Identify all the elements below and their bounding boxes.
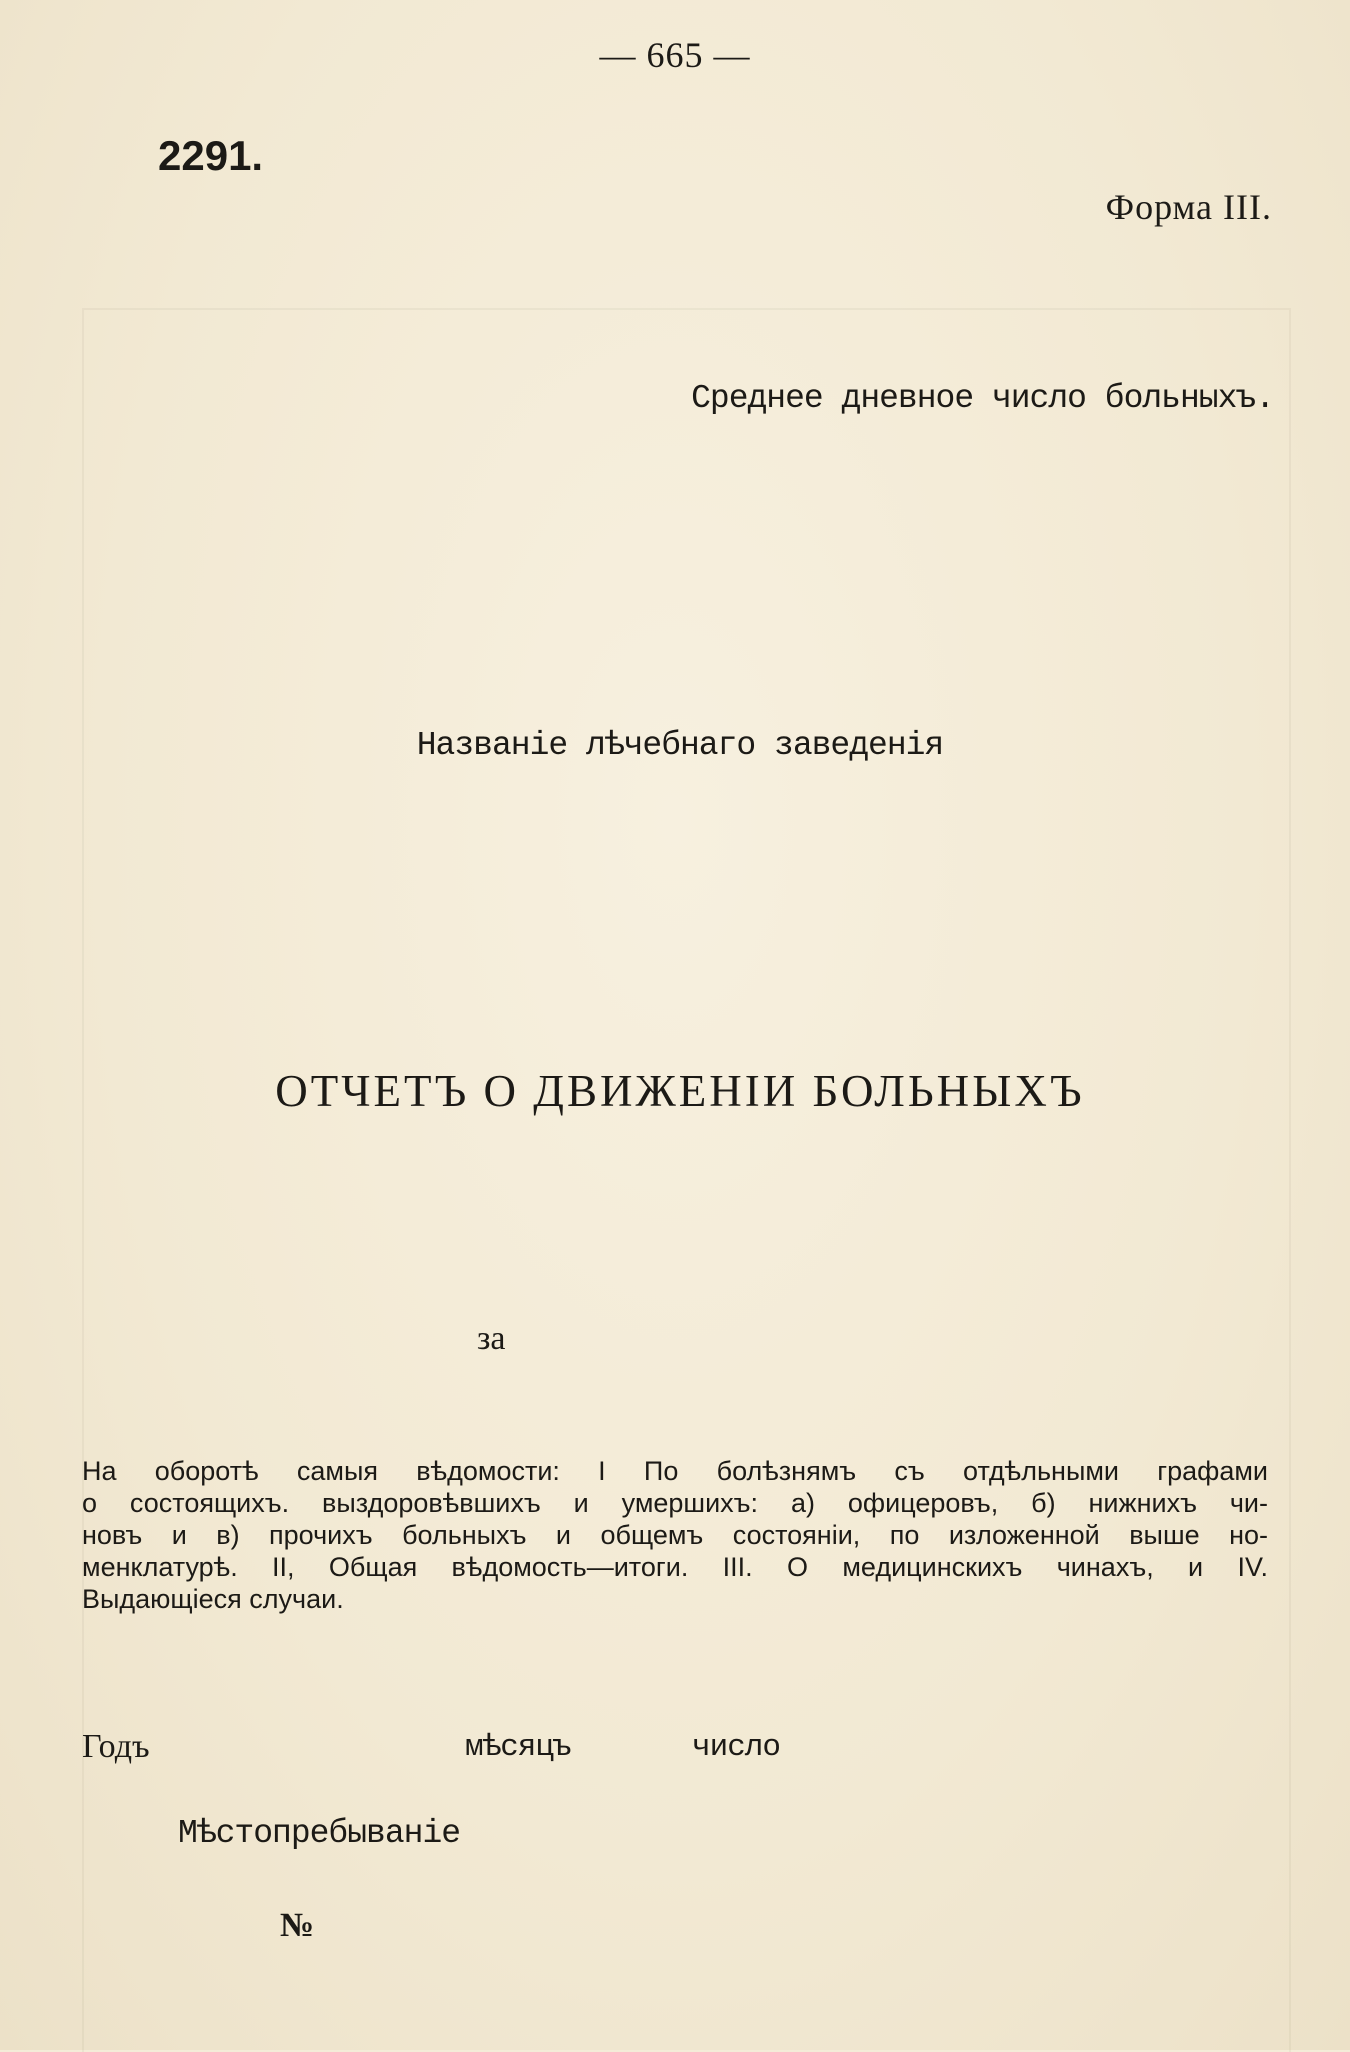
day-field-label: число [692, 1730, 781, 1765]
institution-name-label: Названіе лѣчебнаго заведенія [416, 727, 944, 764]
period-for-label: за [477, 1320, 506, 1357]
description-line: новъ и в) прочихъ больныхъ и общемъ состояніи, по изложенной выше но- [82, 1520, 1268, 1550]
description-paragraph [82, 1455, 1268, 1615]
description-line: Выдающіеся случаи. [82, 1584, 344, 1614]
description-line: На оборотѣ самыя вѣдомости: I По болѣзнямъ съ отдѣльными графами [82, 1456, 1268, 1486]
document-number: 2291. [158, 132, 264, 179]
year-field-label: Годъ [82, 1728, 150, 1765]
daily-average-label: Среднее дневное число больныхъ. [691, 380, 1274, 417]
number-field-label: № [280, 1907, 315, 1944]
form-label: Форма III. [1105, 187, 1272, 227]
report-title: ОТЧЕТЪ О ДВИЖЕНІИ БОЛЬНЫХЪ [275, 1066, 1085, 1116]
month-field-label: мѣсяцъ [465, 1730, 571, 1765]
description-line: о состоящихъ. выздоровѣвшихъ и умершихъ: а) офицеровъ, б) нижнихъ чи- [82, 1488, 1268, 1518]
bleed-through-frame [82, 308, 1291, 2052]
page-number: — 665 — [599, 35, 751, 75]
description-line: менклатурѣ. II, Общая вѣдомость—итоги. III. О медицинскихъ чинахъ, и IV. [82, 1552, 1268, 1582]
location-field-label: Мѣстопребываніе [178, 1815, 461, 1852]
